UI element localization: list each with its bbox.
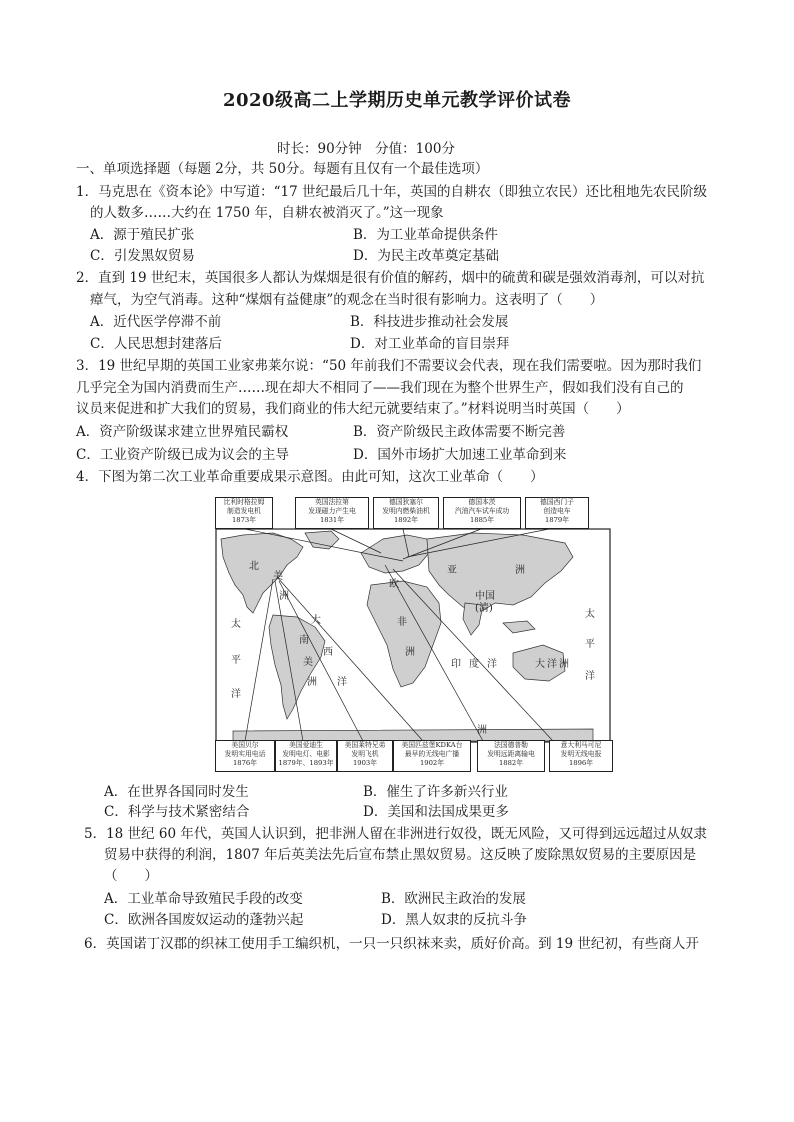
map-label-zhou-south: 洲: [307, 677, 317, 688]
top-box-1-year: 1873年: [231, 516, 257, 524]
top-box-5: [525, 497, 589, 529]
map-label-yin: 印: [451, 659, 461, 670]
q1-option-a: A．源于殖民扩张: [90, 227, 195, 243]
map-label-zhou-africa: 洲: [405, 647, 415, 658]
industrial-revolution-map: [213, 495, 613, 772]
map-label-bei: 北: [249, 561, 259, 572]
q4-option-d: D．美国和法国成果更多: [363, 804, 509, 820]
map-label-yang-australia: 洋: [547, 659, 557, 670]
section-heading: 一、单项选择题（每题 2分，共 50分。每题有且仅有一个最佳选项）: [76, 161, 489, 177]
bottom-box-4-line1: 美国匹兹堡KDKA台: [401, 741, 463, 749]
bottom-box-6-line1: 意大利马可尼: [560, 741, 602, 749]
top-box-3-line2: 发明内燃柴油机: [382, 507, 430, 515]
map-label-yang-left: 洋: [231, 689, 241, 700]
top-box-3-line1: 德国狄塞尔: [389, 498, 423, 506]
top-box-4-line2: 汽油汽车试车成功: [454, 507, 510, 515]
bottom-box-6-year: 1896年: [568, 759, 594, 767]
map-label-mei-south: 美: [303, 657, 313, 668]
top-box-2-year: 1831年: [319, 516, 345, 524]
top-box-4-line1: 德国本茨: [468, 498, 496, 506]
q3-stem-line2: 几乎完全为国内消费而生产……现在却大不相同了——我们现在为整个世界生产，假如我们没有自己的: [76, 380, 684, 396]
top-box-1-line1: 比利时格拉姆: [223, 498, 265, 506]
q3-option-a: A．资产阶级谋求建立世界殖民霸权: [76, 424, 289, 440]
top-box-2-line1: 英国法拉第: [315, 498, 349, 506]
map-label-xi: 西: [323, 647, 333, 658]
bottom-box-6-line2: 发明无线电报: [560, 750, 602, 758]
map-label-zhou-australia: 洲: [559, 659, 569, 670]
top-box-1-line2: 制造发电机: [227, 507, 261, 515]
q4-option-b: B．催生了许多新兴行业: [363, 784, 508, 800]
top-box-2: [295, 497, 369, 529]
q4-option-c: C．科学与技术紧密结合: [104, 804, 250, 820]
map-label-qing: (清): [475, 603, 493, 614]
map-label-ping-left: 平: [231, 655, 241, 666]
bottom-box-3-line1: 美国莱特兄弟: [344, 741, 386, 749]
bottom-box-3-year: 1903年: [352, 759, 378, 767]
map-label-yang-atlantic: 洋: [337, 677, 347, 688]
bottom-box-3-line2: 发明飞机: [351, 750, 379, 758]
q2-stem-line1: 2．直到 19 世纪末，英国很多人都认为煤烟是很有价值的解药，烟中的硫黄和碳是强效消毒剂，可以对抗: [76, 270, 705, 286]
top-box-4-year: 1885年: [469, 516, 495, 524]
q5-stem-line1: 5．18 世纪 60 年代，英国人认识到，把非洲人留在非洲进行奴役，既无风险，又可得到远远超过从奴隶: [84, 826, 707, 842]
map-label-tai-right: 太: [585, 609, 595, 620]
q5-option-b: B．欧洲民主政治的发展: [381, 891, 526, 907]
map-label-ya: 亚: [447, 565, 457, 576]
q5-stem-line3: （ ）: [104, 868, 158, 884]
q2-stem-line2: 瘴气，为空气消毒。这种“煤烟有益健康”的观念在当时很有影响力。这表明了（ ）: [90, 292, 604, 308]
bottom-box-4-year: 1902年: [419, 759, 445, 767]
top-box-3: [373, 497, 439, 529]
map-label-da-australia: 大: [535, 659, 545, 670]
map-label-fei: 非: [397, 617, 407, 628]
q1-stem-line2: 的人数多……大约在 1750 年，自耕农被消灭了。”这一现象: [90, 205, 444, 221]
map-label-zhou: 洲: [279, 591, 289, 602]
q2-option-b: B．科技进步推动社会发展: [350, 314, 509, 330]
map-label-ping-right: 平: [585, 639, 595, 650]
bottom-box-3: [337, 740, 393, 772]
bottom-box-5-line2: 发明远距离输电: [487, 750, 535, 758]
q4-stem-line1: 4．下图为第二次工业革命重要成果示意图。由此可知，这次工业革命（ ）: [76, 469, 544, 485]
bottom-box-5-year: 1882年: [498, 759, 524, 767]
q3-option-b: B．资产阶级民主政体需要不断完善: [353, 424, 566, 440]
bottom-box-2-year: 1879年、1893年: [278, 759, 334, 767]
map-label-du: 度: [469, 659, 479, 670]
top-box-4: [443, 497, 521, 529]
bottom-box-6: [549, 740, 613, 772]
bottom-box-4: [393, 740, 471, 772]
q3-option-c: C．工业资产阶级已成为议会的主导: [76, 447, 289, 463]
map-label-yang-indian: 洋: [487, 659, 497, 670]
page-title: 2020级高二上学期历史单元教学评价试卷: [222, 90, 572, 111]
bottom-box-1: [215, 740, 275, 772]
q1-option-b: B．为工业革命提供条件: [353, 227, 498, 243]
map-label-zhou-antarctica: 洲: [477, 725, 487, 736]
q5-option-c: C．欧洲各国废奴运动的蓬勃兴起: [104, 912, 304, 928]
q3-stem-line1: 3．19 世纪早期的英国工业家弗莱尔说：“50 年前我们不需要议会代表，现在我们需要啦。因为那时我们: [76, 358, 702, 374]
bottom-box-1-line1: 美国贝尔: [231, 741, 259, 749]
q1-option-c: C．引发黑奴贸易: [90, 248, 195, 264]
map-label-zhongguo: 中国: [475, 591, 495, 602]
map-label-da: 大: [311, 615, 321, 626]
q4-option-a: A．在世界各国同时发生: [104, 784, 249, 800]
bottom-box-1-line2: 发明实用电话: [224, 750, 266, 758]
q1-stem-line1: 1．马克思在《资本论》中写道：“17 世纪最后几十年，英国的自耕农（即独立农民）还比租地先农民阶级: [76, 184, 707, 200]
top-box-5-line1: 德国西门子: [540, 498, 574, 506]
bottom-box-2-line1: 美国爱迪生: [289, 741, 323, 749]
top-box-5-line2: 创造电车: [543, 507, 571, 515]
q5-stem-line2: 贸易中获得的利润，1807 年后英美法先后宣布禁止黑奴贸易。这反映了废除黑奴贸易的主要原因是: [104, 847, 697, 863]
q2-option-a: A．近代医学停滞不前: [90, 314, 222, 330]
bottom-box-5-line1: 法国德普勒: [494, 741, 528, 749]
map-label-ou: 欧: [389, 579, 399, 590]
map-label-yang-right: 洋: [585, 671, 595, 682]
bottom-box-1-year: 1876年: [232, 759, 258, 767]
world-map-graphic: [213, 495, 613, 772]
map-label-mei: 美: [273, 571, 283, 582]
bottom-box-2: [275, 740, 337, 772]
q6-stem-line1: 6．英国诺丁汉郡的织袜工使用手工编织机，一只一只织袜来卖，质好价高。到 19 世纪初，有些商人开: [84, 936, 699, 952]
map-label-zhou-asia: 洲: [515, 565, 525, 576]
map-label-nan: 南: [299, 635, 309, 646]
top-box-1: [215, 497, 273, 529]
q3-option-d: D．国外市场扩大加速工业革命到来: [353, 447, 567, 463]
q2-option-c: C．人民思想封建落后: [90, 336, 222, 352]
q2-option-d: D．对工业革命的盲目崇拜: [350, 336, 510, 352]
top-box-2-line2: 发现磁力产生电: [308, 507, 356, 515]
bottom-box-2-line2: 发明电灯、电影: [282, 750, 330, 758]
map-label-tai-left: 太: [231, 619, 241, 630]
q1-option-d: D．为民主改革奠定基础: [353, 248, 499, 264]
top-box-5-year: 1879年: [544, 516, 570, 524]
q5-option-a: A．工业革命导致殖民手段的改变: [104, 891, 303, 907]
bottom-box-5: [477, 740, 545, 772]
exam-meta: 时长：90分钟 分值：100分: [277, 141, 455, 157]
bottom-box-4-line2: 最早的无线电广播: [404, 750, 460, 758]
top-box-3-year: 1892年: [393, 516, 419, 524]
q3-stem-line3: 议员来促进和扩大我们的贸易，我们商业的伟大纪元就要结束了。”材料说明当时英国（ ）: [76, 401, 630, 417]
q5-option-d: D．黑人奴隶的反抗斗争: [381, 912, 527, 928]
